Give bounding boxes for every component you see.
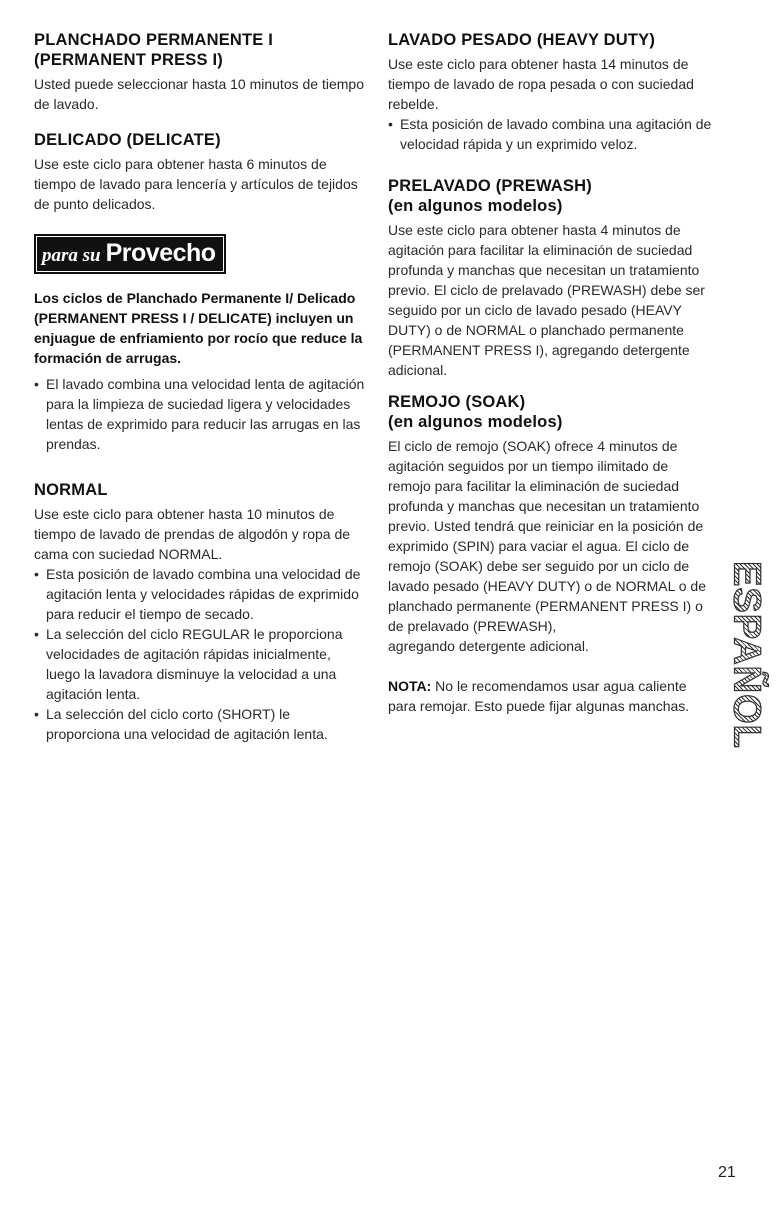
tip-bold-text: Los ciclos de Planchado Permanente I/ Delicado (PERMANENT PRESS I / DELICATE) incluyen un enjuague de enfriamiento por rocío que reduce la formación de arrugas. (34, 290, 363, 366)
logo-para-su: para su (42, 245, 101, 266)
section-tip (34, 288, 366, 454)
normal-bullet: • La selección del ciclo REGULAR le proporciona velocidades de agitación rápidas inicialmente, luego la lavadora disminuye la velocidad a una agitación lenta. (34, 624, 366, 704)
tip-bullet-list (34, 374, 366, 454)
note-paragraph (388, 676, 712, 716)
normal-text: Use este ciclo para obtener hasta 10 minutos de tiempo de lavado de prendas de algodón y ropa de cama con suciedad NORMAL. (34, 506, 351, 562)
section-permanent-press (34, 30, 366, 114)
permanent-press-text: Usted puede seleccionar hasta 10 minutos de tiempo de lavado. (34, 76, 364, 112)
section-soak (388, 392, 712, 656)
heavy-duty-heading: LAVADO PESADO (HEAVY DUTY) (388, 31, 656, 49)
para-su-provecho-logo (34, 234, 226, 274)
section-prewash (388, 176, 712, 380)
right-column (388, 30, 712, 716)
section-delicate (34, 130, 366, 214)
soak-heading: REMOJO (SOAK) (en algunos modelos) (388, 393, 563, 431)
prewash-heading: PRELAVADO (PREWASH) (en algunos modelos) (388, 177, 592, 215)
normal-heading: NORMAL (34, 481, 108, 499)
delicate-heading: DELICADO (DELICATE) (34, 131, 221, 149)
tip-bullet: • El lavado combina una velocidad lenta de agitación para la limpieza de suciedad ligera y velocidades lentas de exprimido para reducir las arrugas en las prendas. (34, 374, 366, 454)
logo-provecho: Provecho (105, 239, 216, 267)
note-label: NOTA: (388, 678, 432, 694)
normal-bullet: • Esta posición de lavado combina una velocidad de agitación lenta y velocidades rápidas de exprimido para reducir el tiempo de secado. (34, 564, 366, 624)
normal-bullet: • La selección del ciclo corto (SHORT) le proporciona una velocidad de agitación lenta. (34, 704, 366, 744)
heavy-duty-bullet: • Esta posición de lavado combina una agitación de velocidad rápida y un exprimido veloz. (388, 114, 712, 154)
section-normal (34, 480, 366, 744)
soak-text-2: agregando detergente adicional. (388, 638, 589, 654)
left-column (34, 30, 366, 744)
permanent-press-heading: PLANCHADO PERMANENTE I (PERMANENT PRESS I) (34, 31, 274, 69)
heavy-duty-text: Use este ciclo para obtener hasta 14 minutos de tiempo de lavado de ropa pesada o con suciedad rebelde. (388, 56, 694, 112)
prewash-text: Use este ciclo para obtener hasta 4 minutos de agitación para facilitar la eliminación de suciedad profunda y manchas que necesitan un tratamiento previo. El ciclo de prelavado (PREWASH) debe ser seguido por un ciclo de lavado pesado (HEAVY DUTY) o de NORMAL o planchado permanente (PERMANENT PRESS I), agregando detergente adicional. (388, 222, 705, 378)
heavy-duty-bullet-list (388, 114, 712, 154)
normal-bullet-list (34, 564, 366, 744)
language-side-tab (725, 560, 768, 750)
language-side-tab-label: ESPAÑOL (725, 561, 768, 749)
delicate-text: Use este ciclo para obtener hasta 6 minutos de tiempo de lavado para lencería y artículos de tejidos de punto delicados. (34, 156, 358, 212)
soak-text: El ciclo de remojo (SOAK) ofrece 4 minutos de agitación seguidos por un tiempo ilimitado de remojo para facilitar la eliminación de suciedad profunda y manchas que necesitan un tratamiento previo. Usted tendrá que reiniciar en la posición de exprimido (SPIN) para vaciar el agua. El ciclo de remojo (SOAK) debe ser seguido por un ciclo de lavado pesado (HEAVY DUTY) o de NORMAL o de planchado permanente (PERMANENT PRESS I) o de prelavado (PREWASH), (388, 438, 707, 634)
section-heavy-duty (388, 30, 712, 154)
note-text: No le recomendamos usar agua caliente para remojar. Esto puede fijar algunas manchas. (388, 678, 690, 714)
page-number: 21 (718, 1164, 736, 1181)
